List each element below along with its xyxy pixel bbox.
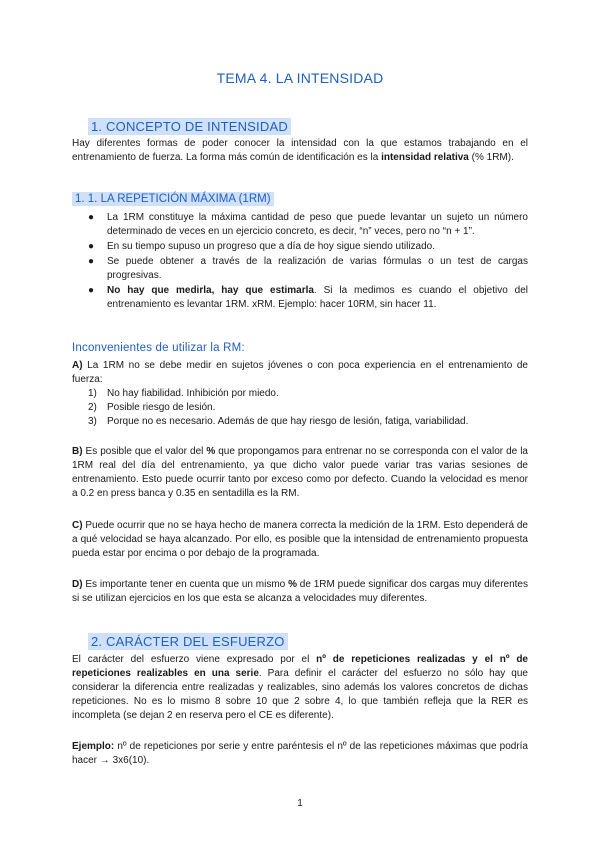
list-item: 1) No hay fiabilidad. Inhibición por miedo. <box>88 388 279 399</box>
inconveniente-c: C) Puede ocurrir que no se haya hecho de manera correcta la medición de la 1RM. Esto dependerá de a qué velocidad se haya alcanzado. Por ello, es posible que la intensidad de entrenamiento propuesta pueda estar por encima o por debajo de la programada. <box>72 520 528 559</box>
rm-bullet-list <box>72 211 528 313</box>
section-2-heading: 2. CARÁCTER DEL ESFUERZO <box>88 633 288 650</box>
inconveniente-d: D) Es importante tener en cuenta que un mismo % de 1RM puede significar dos cargas muy diferentes si se utilizan ejercicios en los que esta se alcanza a velocidades muy diferentes. <box>72 579 528 604</box>
inconveniente-b: B) Es posible que el valor del % que propongamos para entrenar no se corresponda con el valor de la 1RM real del día del entrenamiento, ya que dicho valor puede variar tras varias sesiones de entrenamiento. Esto puede ocurrir tanto por exceso como por defecto. Cuando la velocidad es menor a 0.2 en press banca y 0.35 en sentadilla es la RM. <box>72 446 528 499</box>
list-item: 3) Porque no es necesario. Además de que hay riesgo de lesión, fatiga, variabilidad. <box>88 416 469 427</box>
inconveniente-a: A) La 1RM no se debe medir en sujetos jóvenes o con poca experiencia en el entrenamiento de fuerza: <box>72 360 528 385</box>
list-item: ● Se puede obtener a través de la realización de varias fórmulas o un test de cargas progresivas. <box>88 256 528 281</box>
list-item: ● En su tiempo supuso un progreso que a día de hoy sigue siendo utilizado. <box>88 241 435 252</box>
section-1-1-heading: 1. 1. LA REPETICIÓN MÁXIMA (1RM) <box>72 192 274 206</box>
inconvenientes-heading: Inconvenientes de utilizar la RM: <box>72 342 245 354</box>
inconveniente-a-list <box>72 387 528 429</box>
list-item: ● No hay que medirla, hay que estimarla. Si la medimos es cuando el objetivo del entrenamiento es levantar 1RM. xRM. Ejemplo: hacer 10RM, sin hacer 11. <box>88 285 528 310</box>
list-item: ● La 1RM constituye la máxima cantidad de peso que puede levantar un sujeto un número determinado de veces en un ejercicio concreto, es decir, “n” veces, pero no “n + 1”. <box>88 212 528 237</box>
section-2-paragraph: El carácter del esfuerzo viene expresado por el nº de repeticiones realizadas y el nº de repeticiones realizables en una serie. Para definir el carácter del esfuerzo no sólo hay que considerar la diferencia entre realizadas y realizables, sino además los valores concretos de dichas repeticiones. No es lo mismo 8 sobre 10 que 2 sobre 4, lo que también refleja que la RER es incompleta (se dejan 2 en reserva pero el CE es diferente). <box>72 654 528 721</box>
section-1-heading: 1. CONCEPTO DE INTENSIDAD <box>88 118 291 135</box>
section-1-paragraph: Hay diferentes formas de poder conocer la intensidad con la que estamos trabajando en el entrenamiento de fuerza. La forma más común de identificación es la intensidad relativa (% 1RM). <box>72 138 528 163</box>
section-2-example: Ejemplo: nº de repeticiones por serie y entre paréntesis el nº de las repeticiones máximas que podría hacer → 3x6(10). <box>72 741 528 766</box>
document-title: TEMA 4. LA INTENSIDAD <box>216 70 384 86</box>
page-number: 1 <box>297 798 303 809</box>
list-item: 2) Posible riesgo de lesión. <box>88 402 216 413</box>
